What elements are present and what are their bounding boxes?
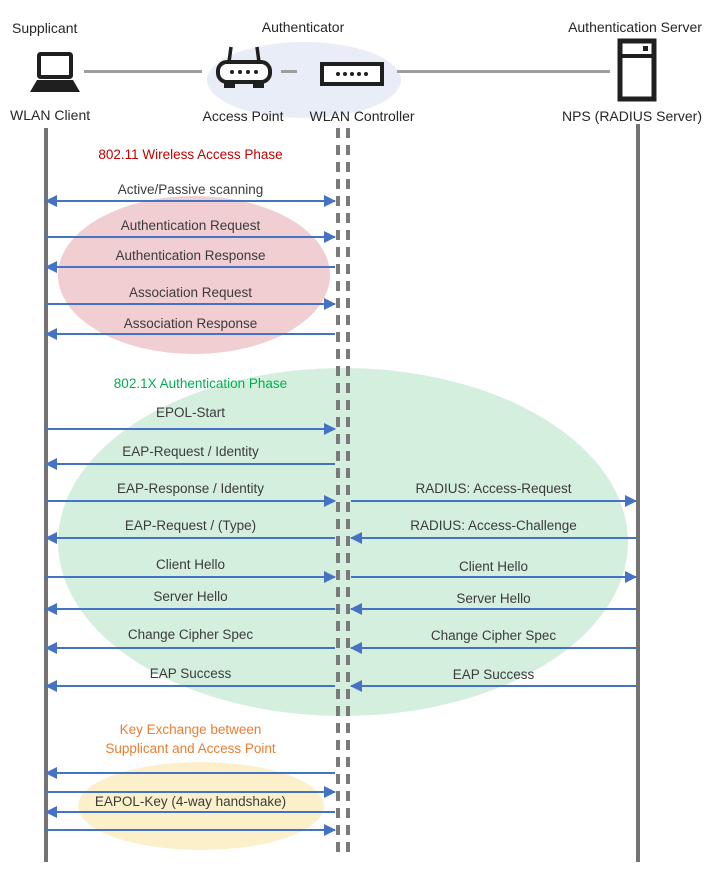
phase-80211-title: 802.11 Wireless Access Phase <box>98 147 283 162</box>
client-to-ap-link <box>84 70 202 73</box>
arrow-eap-request-identity <box>46 463 335 465</box>
arrow-auth-request <box>46 236 335 238</box>
arrow-client-hello-left <box>46 576 335 578</box>
arrow-eapol-key-3 <box>46 811 335 813</box>
arrow-eapol-key-4 <box>46 829 335 831</box>
msg-label-auth-response: Authentication Response <box>115 248 266 263</box>
access-point-label: Access Point <box>202 108 284 124</box>
msg-label-eap-request-type: EAP-Request / (Type) <box>124 518 257 533</box>
msg-label-epol-start: EPOL-Start <box>155 405 226 420</box>
controller-to-server-link <box>397 70 610 73</box>
arrow-eapol-key-1 <box>46 772 335 774</box>
msg-label-eap-request-identity: EAP-Request / Identity <box>122 444 259 459</box>
arrow-radius-access-challenge <box>351 537 636 539</box>
msg-label-eap-success-left: EAP Success <box>149 666 232 681</box>
wlan-controller-lifeline-left <box>336 128 340 855</box>
arrow-client-hello-right <box>351 576 636 578</box>
arrow-change-cipher-right <box>351 647 636 649</box>
authenticator-role-label: Authenticator <box>261 19 345 35</box>
server-icon <box>617 38 657 102</box>
nps-label: NPS (RADIUS Server) <box>561 108 703 124</box>
arrow-eap-response-identity <box>46 500 335 502</box>
arrow-change-cipher-left <box>46 647 335 649</box>
arrow-server-hello-left <box>46 608 335 610</box>
msg-label-change-cipher-left: Change Cipher Spec <box>127 627 254 642</box>
msg-label-assoc-request: Association Request <box>128 285 253 300</box>
msg-label-client-hello-right: Client Hello <box>458 559 529 574</box>
arrow-eap-success-left <box>46 685 335 687</box>
phase-8021x-title: 802.1X Authentication Phase <box>113 376 288 391</box>
supplicant-role-label: Supplicant <box>12 20 78 36</box>
msg-label-eap-success-right: EAP Success <box>452 667 535 682</box>
wlan-controller-label: WLAN Controller <box>309 108 415 124</box>
arrow-eap-success-right <box>351 685 636 687</box>
laptop-icon <box>27 51 83 95</box>
msg-label-client-hello-left: Client Hello <box>155 557 226 572</box>
msg-label-auth-request: Authentication Request <box>120 218 261 233</box>
auth-server-role-label: Authentication Server <box>568 19 702 35</box>
nps-lifeline <box>636 124 640 862</box>
wlan-controller-lifeline-right <box>346 128 350 855</box>
wlan-client-label: WLAN Client <box>10 107 91 123</box>
arrow-server-hello-right <box>351 608 636 610</box>
key-exchange-title-line1: Key Exchange between <box>119 722 262 737</box>
msg-label-change-cipher-right: Change Cipher Spec <box>430 628 557 643</box>
ap-to-controller-link <box>281 70 297 73</box>
msg-label-eapol-key: EAPOL-Key (4-way handshake) <box>94 794 287 809</box>
msg-label-server-hello-left: Server Hello <box>153 589 228 604</box>
arrow-assoc-response <box>46 333 335 335</box>
msg-label-scanning: Active/Passive scanning <box>117 182 264 197</box>
arrow-scanning <box>46 200 335 202</box>
key-exchange-title-line2: Supplicant and Access Point <box>105 741 276 756</box>
arrow-radius-access-request <box>351 500 636 502</box>
access-point-icon <box>214 45 274 91</box>
msg-label-radius-access-challenge: RADIUS: Access-Challenge <box>410 518 577 533</box>
arrow-assoc-request <box>46 303 335 305</box>
wlan-controller-icon <box>320 62 384 86</box>
msg-label-radius-access-request: RADIUS: Access-Request <box>415 481 572 496</box>
arrow-auth-response <box>46 266 335 268</box>
msg-label-server-hello-right: Server Hello <box>456 591 531 606</box>
msg-label-eap-response-identity: EAP-Response / Identity <box>116 481 265 496</box>
arrow-epol-start <box>46 428 335 430</box>
msg-label-assoc-response: Association Response <box>123 316 258 331</box>
arrow-eap-request-type <box>46 537 335 539</box>
